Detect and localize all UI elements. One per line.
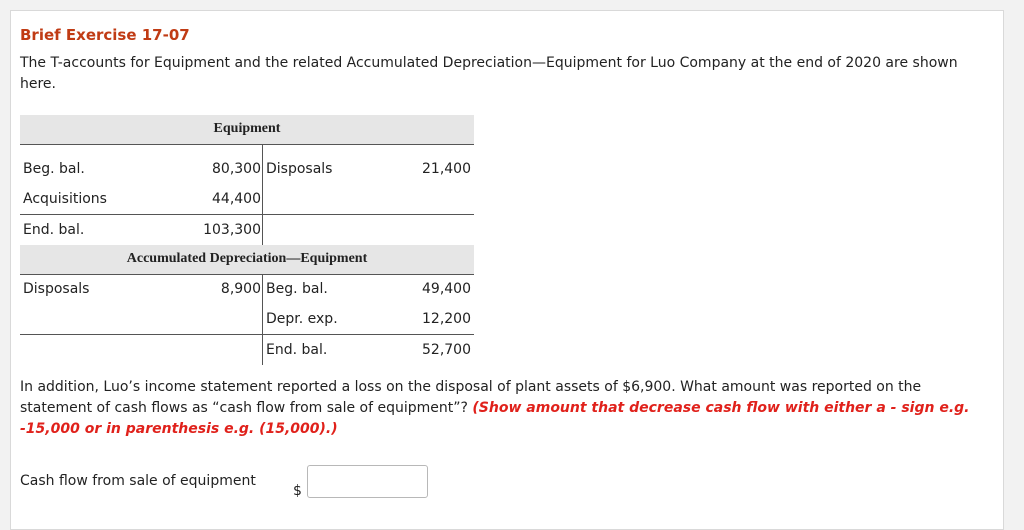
exercise-panel (10, 10, 1004, 530)
currency-symbol: $ (293, 483, 302, 499)
accum-dep-row-1-left-value: 8,900 (220, 281, 261, 297)
equipment-total-line (20, 214, 474, 215)
accum-dep-total-line (20, 334, 474, 335)
equipment-row-3-left-value: 103,300 (203, 222, 261, 238)
question-body: In addition, Luo’s income statement reported a loss on the disposal of plant assets of $6,900. What amount was reported on the statement of cash flows as “cash flow from sale of equipment”? (20, 379, 922, 416)
question-hint: (Show amount that decrease cash flow with either a - sign e.g. -15,000 or in parenthesis e.g. (15,000).) (20, 400, 970, 437)
cash-flow-input[interactable] (307, 465, 428, 498)
accum-dep-account-center-line (262, 274, 263, 365)
accum-dep-row-3-right-label: End. bal. (266, 342, 328, 358)
equipment-row-1-right-value: 21,400 (422, 161, 471, 177)
accum-dep-row-1-right-label: Beg. bal. (266, 281, 328, 297)
equipment-row-3-left-label: End. bal. (23, 222, 85, 238)
accum-dep-row-1-left-label: Disposals (23, 281, 90, 297)
exercise-intro: The T-accounts for Equipment and the related Accumulated Depreciation—Equipment for Luo Company at the end of 2020 are shown here. (20, 55, 958, 92)
equipment-account-header: Equipment (20, 115, 474, 144)
answer-label: Cash flow from sale of equipment (20, 473, 256, 489)
exercise-title: Brief Exercise 17-07 (20, 26, 190, 44)
accum-dep-row-2-right-label: Depr. exp. (266, 311, 338, 327)
accum-dep-account-divider (20, 274, 474, 275)
equipment-account-center-line (262, 144, 263, 245)
equipment-row-1-right-label: Disposals (266, 161, 333, 177)
equipment-row-2-left-label: Acquisitions (23, 191, 107, 207)
t-accounts (20, 115, 474, 358)
accum-dep-row-3-right-value: 52,700 (422, 342, 471, 358)
equipment-account-divider (20, 144, 474, 145)
equipment-row-2-left-value: 44,400 (212, 191, 261, 207)
equipment-row-1-left-label: Beg. bal. (23, 161, 85, 177)
accum-dep-row-2-right-value: 12,200 (422, 311, 471, 327)
equipment-row-1-left-value: 80,300 (212, 161, 261, 177)
accum-dep-row-1-right-value: 49,400 (422, 281, 471, 297)
accum-dep-account-header: Accumulated Depreciation—Equipment (20, 245, 474, 274)
question-text (20, 377, 995, 440)
